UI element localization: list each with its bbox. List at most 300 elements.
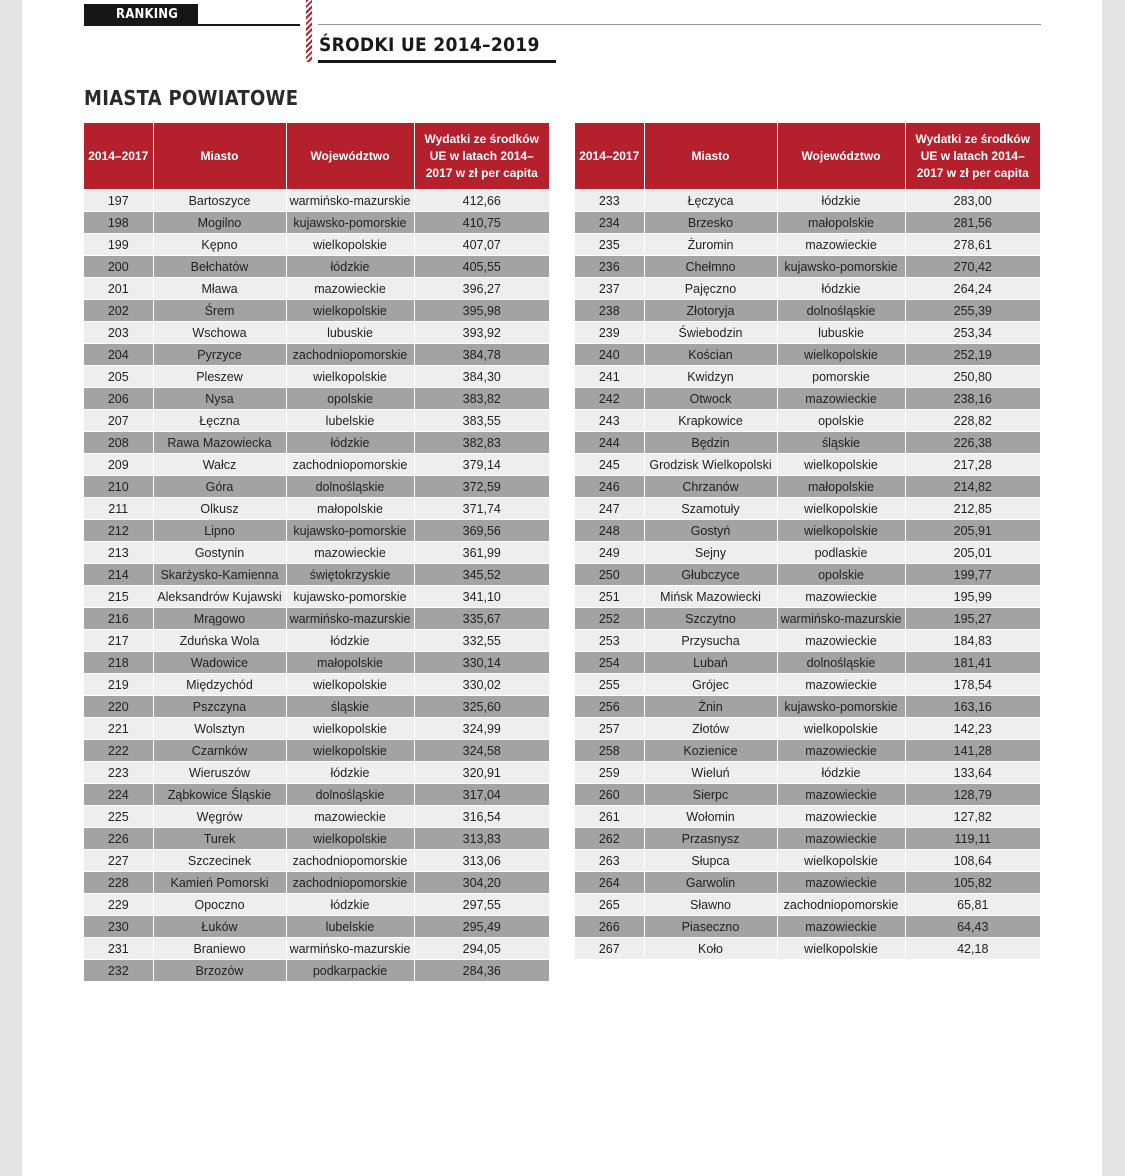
table-row [575,344,1040,366]
cell-spending: 369,56 [414,520,549,542]
cell-city: Głubczyce [644,564,777,586]
table-row [84,366,549,388]
cell-city: Szczytno [644,608,777,630]
table-row [575,828,1040,850]
table-row [575,498,1040,520]
column-header-voivodeship: Województwo [286,123,414,190]
cell-voivodeship: zachodniopomorskie [777,894,905,916]
cell-voivodeship: zachodniopomorskie [286,850,414,872]
cell-spending: 141,28 [905,740,1040,762]
cell-voivodeship: wielkopolskie [777,850,905,872]
cell-city: Ząbkowice Śląskie [153,784,286,806]
cell-rank: 235 [575,234,644,256]
cell-spending: 226,38 [905,432,1040,454]
cell-city: Turek [153,828,286,850]
table-row [575,454,1040,476]
table-row [84,564,549,586]
cell-spending: 205,91 [905,520,1040,542]
column-header-rank: 2014–2017 [84,123,153,190]
cell-spending: 250,80 [905,366,1040,388]
cell-spending: 217,28 [905,454,1040,476]
table-row [575,256,1040,278]
table-row [575,718,1040,740]
cell-spending: 379,14 [414,454,549,476]
cell-spending: 297,55 [414,894,549,916]
cell-city: Bełchatów [153,256,286,278]
cell-rank: 211 [84,498,153,520]
cell-rank: 233 [575,190,644,212]
section-heading: MIASTA POWIATOWE [84,86,299,110]
table-row [575,894,1040,916]
cell-city: Łuków [153,916,286,938]
cell-spending: 199,77 [905,564,1040,586]
cell-city: Międzychód [153,674,286,696]
cell-spending: 317,04 [414,784,549,806]
cell-rank: 219 [84,674,153,696]
table-row [84,454,549,476]
cell-city: Mrągowo [153,608,286,630]
cell-voivodeship: zachodniopomorskie [286,454,414,476]
cell-rank: 205 [84,366,153,388]
cell-voivodeship: zachodniopomorskie [286,344,414,366]
table-row [575,542,1040,564]
cell-rank: 240 [575,344,644,366]
cell-voivodeship: kujawsko-pomorskie [286,586,414,608]
cell-voivodeship: mazowieckie [777,916,905,938]
table-row [84,190,549,212]
table-row [84,630,549,652]
cell-voivodeship: mazowieckie [777,806,905,828]
table-body-left [84,190,549,982]
table-row [84,300,549,322]
cell-rank: 238 [575,300,644,322]
table-row [575,674,1040,696]
cell-rank: 209 [84,454,153,476]
cell-spending: 205,01 [905,542,1040,564]
cell-city: Łęczyca [644,190,777,212]
cell-rank: 199 [84,234,153,256]
cell-voivodeship: łódzkie [777,762,905,784]
cell-city: Wieluń [644,762,777,784]
cell-voivodeship: mazowieckie [286,278,414,300]
table-row [84,476,549,498]
cell-spending: 238,16 [905,388,1040,410]
cell-voivodeship: lubelskie [286,410,414,432]
cell-spending: 105,82 [905,872,1040,894]
cell-spending: 324,99 [414,718,549,740]
table-row [84,388,549,410]
cell-spending: 264,24 [905,278,1040,300]
cell-voivodeship: opolskie [286,388,414,410]
cell-city: Mińsk Mazowiecki [644,586,777,608]
cell-rank: 224 [84,784,153,806]
cell-rank: 201 [84,278,153,300]
table-row [84,652,549,674]
cell-rank: 203 [84,322,153,344]
cell-city: Złotów [644,718,777,740]
cell-rank: 227 [84,850,153,872]
cell-city: Zduńska Wola [153,630,286,652]
cell-spending: 228,82 [905,410,1040,432]
cell-voivodeship: warmińsko-mazurskie [777,608,905,630]
cell-rank: 223 [84,762,153,784]
table-row [575,784,1040,806]
cell-voivodeship: dolnośląskie [286,476,414,498]
cell-city: Grodzisk Wielkopolski [644,454,777,476]
cell-voivodeship: mazowieckie [777,674,905,696]
cell-spending: 65,81 [905,894,1040,916]
cell-voivodeship: lubuskie [286,322,414,344]
table-header-row [84,123,549,190]
cell-rank: 222 [84,740,153,762]
cell-spending: 294,05 [414,938,549,960]
cell-rank: 207 [84,410,153,432]
cell-rank: 226 [84,828,153,850]
cell-spending: 335,67 [414,608,549,630]
cell-voivodeship: mazowieckie [777,234,905,256]
cell-city: Wolsztyn [153,718,286,740]
table-row [84,410,549,432]
table-row [575,212,1040,234]
column-header-spending: Wydatki ze środków UE w latach 2014–2017 w zł per capita [414,123,549,190]
cell-spending: 181,41 [905,652,1040,674]
cell-spending: 372,59 [414,476,549,498]
cell-city: Przasnysz [644,828,777,850]
cell-rank: 250 [575,564,644,586]
title-underline [318,60,556,63]
cell-city: Brzesko [644,212,777,234]
cell-voivodeship: warmińsko-mazurskie [286,190,414,212]
cell-rank: 247 [575,498,644,520]
cell-city: Opoczno [153,894,286,916]
cell-voivodeship: małopolskie [777,212,905,234]
cell-voivodeship: śląskie [777,432,905,454]
page-title: ŚRODKI UE 2014–2019 [319,34,540,56]
table-row [575,740,1040,762]
cell-city: Łęczna [153,410,286,432]
cell-spending: 184,83 [905,630,1040,652]
table-row [575,300,1040,322]
cell-city: Kozienice [644,740,777,762]
cell-voivodeship: łódzkie [286,432,414,454]
top-rule-right [318,24,1041,25]
cell-city: Przysucha [644,630,777,652]
cell-voivodeship: dolnośląskie [777,652,905,674]
table-row [575,916,1040,938]
cell-city: Mława [153,278,286,300]
cell-voivodeship: lubuskie [777,322,905,344]
table-row [84,344,549,366]
cell-rank: 216 [84,608,153,630]
cell-city: Olkusz [153,498,286,520]
hatched-divider [306,0,312,62]
cell-spending: 341,10 [414,586,549,608]
cell-rank: 256 [575,696,644,718]
cell-voivodeship: zachodniopomorskie [286,872,414,894]
column-header-rank: 2014–2017 [575,123,644,190]
cell-voivodeship: mazowieckie [777,630,905,652]
cell-rank: 254 [575,652,644,674]
table-row [84,938,549,960]
cell-voivodeship: łódzkie [777,278,905,300]
table-row [84,696,549,718]
cell-voivodeship: mazowieckie [777,828,905,850]
cell-city: Wołomin [644,806,777,828]
cell-rank: 225 [84,806,153,828]
cell-city: Złotoryja [644,300,777,322]
cell-spending: 324,58 [414,740,549,762]
cell-rank: 197 [84,190,153,212]
cell-voivodeship: mazowieckie [286,542,414,564]
cell-spending: 295,49 [414,916,549,938]
cell-rank: 212 [84,520,153,542]
cell-spending: 332,55 [414,630,549,652]
table-row [575,322,1040,344]
cell-voivodeship: łódzkie [286,630,414,652]
cell-voivodeship: mazowieckie [777,388,905,410]
cell-voivodeship: łódzkie [286,762,414,784]
cell-voivodeship: dolnośląskie [777,300,905,322]
cell-rank: 231 [84,938,153,960]
cell-city: Kwidzyn [644,366,777,388]
table-row [575,564,1040,586]
cell-voivodeship: wielkopolskie [777,454,905,476]
cell-spending: 313,06 [414,850,549,872]
cell-city: Chełmno [644,256,777,278]
cell-rank: 255 [575,674,644,696]
cell-voivodeship: śląskie [286,696,414,718]
cell-voivodeship: małopolskie [777,476,905,498]
table-row [84,872,549,894]
cell-city: Sławno [644,894,777,916]
table-row [575,652,1040,674]
cell-city: Sejny [644,542,777,564]
cell-spending: 407,07 [414,234,549,256]
table-row [575,190,1040,212]
cell-voivodeship: małopolskie [286,652,414,674]
table-row [575,520,1040,542]
cell-city: Chrzanów [644,476,777,498]
cell-rank: 267 [575,938,644,960]
table-row [575,586,1040,608]
cell-rank: 258 [575,740,644,762]
cell-spending: 383,82 [414,388,549,410]
cell-spending: 214,82 [905,476,1040,498]
cell-voivodeship: kujawsko-pomorskie [286,520,414,542]
cell-voivodeship: wielkopolskie [777,520,905,542]
cell-city: Kamień Pomorski [153,872,286,894]
table-row [84,278,549,300]
cell-city: Pleszew [153,366,286,388]
table-header-row [575,123,1040,190]
table-row [84,520,549,542]
cell-city: Krapkowice [644,410,777,432]
cell-city: Wadowice [153,652,286,674]
cell-city: Wschowa [153,322,286,344]
cell-spending: 212,85 [905,498,1040,520]
table-row [575,762,1040,784]
cell-spending: 284,36 [414,960,549,982]
cell-spending: 410,75 [414,212,549,234]
cell-rank: 237 [575,278,644,300]
cell-city: Będzin [644,432,777,454]
cell-voivodeship: wielkopolskie [777,718,905,740]
cell-rank: 214 [84,564,153,586]
cell-spending: 330,14 [414,652,549,674]
cell-voivodeship: kujawsko-pomorskie [777,696,905,718]
cell-city: Pszczyna [153,696,286,718]
cell-rank: 208 [84,432,153,454]
cell-voivodeship: wielkopolskie [777,498,905,520]
cell-spending: 127,82 [905,806,1040,828]
table-row [84,960,549,982]
table-row [84,718,549,740]
table-row [575,410,1040,432]
cell-voivodeship: kujawsko-pomorskie [777,256,905,278]
cell-city: Lubań [644,652,777,674]
cell-voivodeship: lubelskie [286,916,414,938]
cell-city: Żnin [644,696,777,718]
cell-rank: 202 [84,300,153,322]
cell-rank: 228 [84,872,153,894]
cell-spending: 253,34 [905,322,1040,344]
cell-rank: 229 [84,894,153,916]
cell-city: Gostynin [153,542,286,564]
cell-voivodeship: opolskie [777,410,905,432]
cell-voivodeship: opolskie [777,564,905,586]
cell-rank: 220 [84,696,153,718]
cell-voivodeship: dolnośląskie [286,784,414,806]
cell-spending: 384,78 [414,344,549,366]
cell-spending: 304,20 [414,872,549,894]
cell-city: Szamotuły [644,498,777,520]
cell-voivodeship: podkarpackie [286,960,414,982]
table-row [575,872,1040,894]
cell-spending: 313,83 [414,828,549,850]
table-row [84,322,549,344]
cell-spending: 325,60 [414,696,549,718]
cell-spending: 252,19 [905,344,1040,366]
cell-city: Gostyń [644,520,777,542]
cell-rank: 230 [84,916,153,938]
cell-spending: 128,79 [905,784,1040,806]
cell-rank: 263 [575,850,644,872]
cell-voivodeship: łódzkie [286,894,414,916]
table-row [575,476,1040,498]
cell-spending: 195,99 [905,586,1040,608]
column-header-spending: Wydatki ze środków UE w latach 2014–2017 w zł per capita [905,123,1040,190]
cell-rank: 198 [84,212,153,234]
table-row [84,740,549,762]
cell-rank: 260 [575,784,644,806]
table-row [84,586,549,608]
cell-rank: 246 [575,476,644,498]
table-row [575,630,1040,652]
cell-voivodeship: wielkopolskie [777,344,905,366]
cell-spending: 42,18 [905,938,1040,960]
cell-voivodeship: łódzkie [777,190,905,212]
cell-rank: 239 [575,322,644,344]
cell-city: Garwolin [644,872,777,894]
table-row [575,850,1040,872]
cell-city: Świebodzin [644,322,777,344]
table-row [575,696,1040,718]
cell-voivodeship: wielkopolskie [286,828,414,850]
cell-spending: 345,52 [414,564,549,586]
cell-voivodeship: kujawsko-pomorskie [286,212,414,234]
cell-rank: 249 [575,542,644,564]
cell-spending: 316,54 [414,806,549,828]
cell-city: Aleksandrów Kujawski [153,586,286,608]
cell-voivodeship: mazowieckie [777,872,905,894]
cell-city: Pyrzyce [153,344,286,366]
cell-spending: 195,27 [905,608,1040,630]
cell-city: Brzozów [153,960,286,982]
table-row [84,674,549,696]
cell-rank: 244 [575,432,644,454]
cell-spending: 281,56 [905,212,1040,234]
table-row [84,894,549,916]
cell-spending: 395,98 [414,300,549,322]
cell-spending: 412,66 [414,190,549,212]
cell-voivodeship: mazowieckie [777,586,905,608]
cell-rank: 236 [575,256,644,278]
cell-voivodeship: wielkopolskie [286,740,414,762]
table-row [575,388,1040,410]
cell-rank: 245 [575,454,644,476]
cell-spending: 393,92 [414,322,549,344]
cell-rank: 204 [84,344,153,366]
cell-city: Sierpc [644,784,777,806]
cell-city: Pajęczno [644,278,777,300]
cell-city: Koło [644,938,777,960]
cell-voivodeship: mazowieckie [286,806,414,828]
cell-spending: 283,00 [905,190,1040,212]
ranking-table-right [575,123,1040,959]
cell-voivodeship: pomorskie [777,366,905,388]
table-row [575,608,1040,630]
cell-spending: 64,43 [905,916,1040,938]
cell-rank: 251 [575,586,644,608]
cell-city: Kępno [153,234,286,256]
table-body-right [575,190,1040,960]
cell-spending: 142,23 [905,718,1040,740]
cell-rank: 217 [84,630,153,652]
cell-city: Skarżysko-Kamienna [153,564,286,586]
cell-spending: 178,54 [905,674,1040,696]
cell-spending: 119,11 [905,828,1040,850]
cell-rank: 252 [575,608,644,630]
cell-city: Bartoszyce [153,190,286,212]
cell-voivodeship: wielkopolskie [777,938,905,960]
cell-spending: 384,30 [414,366,549,388]
table-row [575,938,1040,960]
table-row [84,806,549,828]
cell-spending: 405,55 [414,256,549,278]
table-row [575,234,1040,256]
table-row [84,234,549,256]
cell-rank: 213 [84,542,153,564]
cell-voivodeship: podlaskie [777,542,905,564]
cell-spending: 163,16 [905,696,1040,718]
cell-voivodeship: wielkopolskie [286,718,414,740]
cell-voivodeship: wielkopolskie [286,234,414,256]
cell-voivodeship: małopolskie [286,498,414,520]
column-header-voivodeship: Województwo [777,123,905,190]
cell-rank: 200 [84,256,153,278]
cell-rank: 262 [575,828,644,850]
cell-city: Grójec [644,674,777,696]
